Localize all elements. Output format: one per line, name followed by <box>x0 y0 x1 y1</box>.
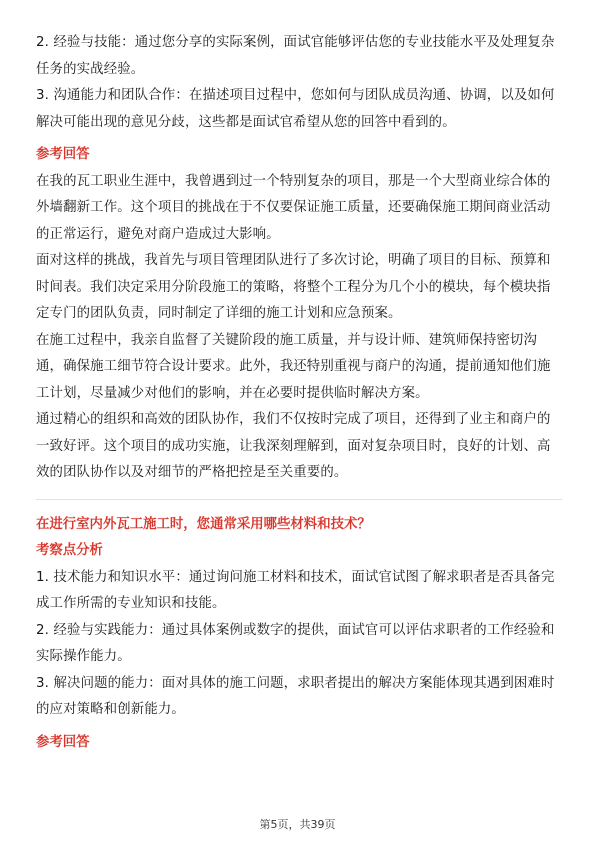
list-item: 3. 沟通能力和团队合作：在描述项目过程中，您如何与团队成员沟通、协调，以及如何解决可能出现的意见分歧，这些都是面试官希望从您的回答中看到的。 <box>36 88 555 130</box>
answer-paragraph: 在我的瓦工职业生涯中，我曾遇到过一个特别复杂的项目，那是一个大型商业综合体的外墙翻新工作。这个项目的挑战在于不仅要保证施工质量，还要确保施工期间商业活动的正常运行，避免对商户造成过大影响。 <box>36 173 551 242</box>
answer-paragraph: 在施工过程中，我亲自监督了关键阶段的施工质量，并与设计师、建筑师保持密切沟通，确保施工细节符合设计要求。此外，我还特别重视与商户的沟通，提前通知他们施工计划，尽量减少对他们的影响，并在必要时提供临时解决方案。 <box>36 332 551 401</box>
list-item: 3. 解决问题的能力：面对具体的施工问题，求职者提出的解决方案能体现其遇到困难时的应对策略和创新能力。 <box>36 675 555 717</box>
page-content <box>36 30 562 756</box>
list-item: 1. 技术能力和知识水平：通过询问施工材料和技术，面试官试图了解求职者是否具备完成工作所需的专业知识和技能。 <box>36 569 555 611</box>
list-item: 2. 经验与实践能力：通过具体案例或数字的提供，面试官可以评估求职者的工作经验和实际操作能力。 <box>36 622 555 664</box>
page-number: 第5页，共39页 <box>259 818 336 831</box>
reference-answer-heading: 参考回答 <box>36 147 90 162</box>
list-item: 2. 经验与技能：通过您分享的实际案例，面试官能够评估您的专业技能水平及处理复杂任务的实战经验。 <box>36 35 555 77</box>
analysis-heading: 考察点分析 <box>36 543 103 558</box>
section-divider <box>36 499 562 500</box>
answer-paragraph: 通过精心的组织和高效的团队协作，我们不仅按时完成了项目，还得到了业主和商户的一致好评。这个项目的成功实施，让我深刻理解到，面对复杂项目时，良好的计划、高效的团队协作以及对细节的严格把控是至关重要的。 <box>36 412 551 480</box>
answer-paragraph: 面对这样的挑战，我首先与项目管理团队进行了多次讨论，明确了项目的目标、预算和时间表。我们决定采用分阶段施工的策略，将整个工程分为几个小的模块，每个模块指定专门的团队负责，同时制定了详细的施工计划和应急预案。 <box>36 253 551 321</box>
reference-answer-heading: 参考回答 <box>36 734 90 750</box>
question-title: 在进行室内外瓦工施工时，您通常采用哪些材料和技术？ <box>36 516 371 532</box>
